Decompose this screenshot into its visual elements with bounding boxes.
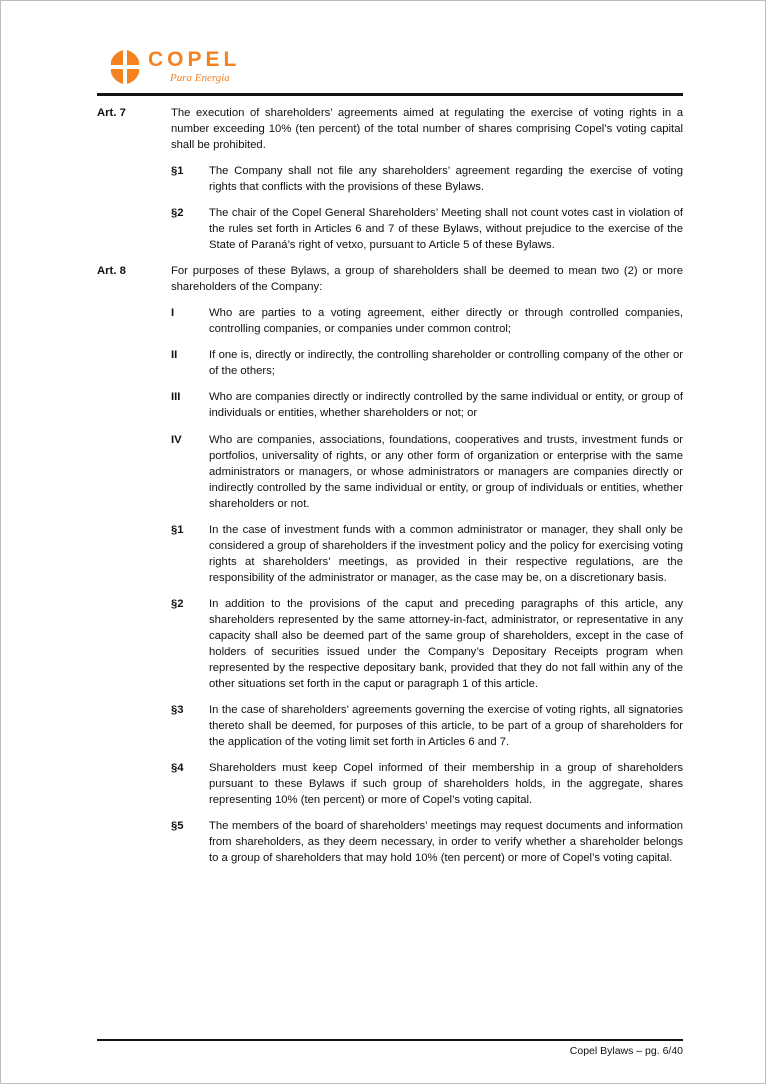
paragraph-label: §1 [171, 165, 184, 178]
item-text: Who are companies directly or indirectly controlled by the same individual or entity, or group of individuals or entities, whether shareholders or not; or [209, 391, 683, 420]
page-footer [97, 1039, 683, 1058]
paragraph-text: The members of the board of shareholders’ meetings may request documents and information from shareholders, as they deem necessary, in order to verify whether a shareholder belongs to a group of shareholders that may hold 10% (ten percent) or more of Copel’s voting capital. [209, 820, 683, 865]
article-8 [97, 263, 683, 866]
paragraph-label: §2 [171, 207, 184, 220]
header-rule [97, 93, 683, 96]
paragraph-text: Shareholders must keep Copel informed of their membership in a group of shareholders pursuant to these Bylaws if such group of shareholders holds, in the aggregate, shares representing 10% (ten percent) or more of Copel’s voting capital. [209, 762, 683, 807]
paragraph-label: §4 [171, 762, 184, 775]
copel-logo-icon [109, 49, 141, 85]
paragraph-label: §1 [171, 523, 184, 536]
paragraph-label: §3 [171, 703, 184, 716]
paragraph-row [171, 818, 683, 866]
paragraph-text: In addition to the provisions of the caput and preceding paragraphs of this article, any shareholders represented by the same attorney-in-fact, administrator, or representative in any capacity shall also be deemed part of the same group of shareholders, except in the case of holders of securities issued under the Company’s Depositary Receipts program when represented by the respective depositary bank, provided that they do not fall within any of the other situations set forth in the caput or paragraph 1 of this article. [209, 597, 683, 690]
item-text: Who are companies, associations, foundations, cooperatives and trusts, investment funds or portfolios, universality of rights, or any other form of organization or enterprise with the same administrators or managers, or whose administrators or managers are companies directly or indirectly controlled by the same individual or entity, or group of individuals or entities, whether shareholders or not. [209, 433, 683, 510]
footer-rule [97, 1039, 683, 1042]
copel-logo [109, 49, 683, 85]
paragraph-text: In the case of investment funds with a common administrator or manager, they shall only be considered a group of shareholders if the investment policy and the policy for exercising voting rights at shareholders’ meetings, as provided in their respective regulations, are the responsibility of the administrator or manager, as the case may be, on a discretionary basis. [209, 523, 683, 584]
article-label: Art. 8 [97, 265, 126, 278]
item-label: II [171, 349, 178, 362]
item-row [171, 432, 683, 512]
logo-brand-text: COPEL [148, 48, 241, 71]
paragraph-text: In the case of shareholders’ agreements governing the exercise of voting rights, all signatories thereto shall be deemed, for purposes of this article, to be part of a group of shareholders for the application of the voting limit set forth in Articles 6 and 7. [209, 703, 683, 749]
item-label: III [171, 391, 181, 404]
footer-page-number: Copel Bylaws – pg. 6/40 [569, 1045, 683, 1057]
page-header [97, 1, 683, 96]
article-7 [97, 105, 683, 253]
article-label: Art. 7 [97, 107, 126, 119]
article-text: For purposes of these Bylaws, a group of shareholders shall be deemed to mean two (2) or more shareholders of the Company: [171, 265, 683, 294]
item-row [171, 305, 683, 337]
paragraph-row [171, 760, 683, 808]
item-row [171, 347, 683, 379]
paragraph-text: The chair of the Copel General Shareholders’ Meeting shall not count votes cast in violation of the rules set forth in Articles 6 and 7 of these Bylaws, without prejudice to the exercise of the State of Paraná’s right of vetxo, pursuant to Article 5 of these Bylaws. [209, 207, 683, 252]
paragraph-row [171, 163, 683, 195]
item-text: Who are parties to a voting agreement, either directly or through controlled companies, controlling companies, or companies under common control; [209, 307, 683, 336]
item-label: I [171, 307, 175, 320]
paragraph-row [171, 205, 683, 253]
paragraph-label: §5 [171, 820, 184, 833]
paragraph-row [171, 596, 683, 692]
item-text: If one is, directly or indirectly, the controlling shareholder or controlling company of the other or of the others; [209, 349, 683, 378]
paragraph-row [171, 522, 683, 586]
article-heading-row [97, 263, 683, 295]
logo-text-block [148, 49, 240, 84]
item-label: IV [171, 433, 182, 446]
document-body [97, 105, 683, 866]
logo-tagline: Pura Energia [170, 72, 230, 85]
paragraph-label: §2 [171, 597, 184, 610]
article-text: The execution of shareholders’ agreements aimed at regulating the exercise of voting rights in a number exceeding 10% (ten percent) of the total number of shares comprising Copel’s voting capital shall be prohibited. [171, 107, 683, 152]
item-row [171, 389, 683, 421]
article-heading-row [97, 105, 683, 153]
paragraph-text: The Company shall not file any shareholders’ agreement regarding the exercise of voting rights that conflicts with the provisions of these Bylaws. [209, 165, 683, 194]
paragraph-row [171, 702, 683, 750]
